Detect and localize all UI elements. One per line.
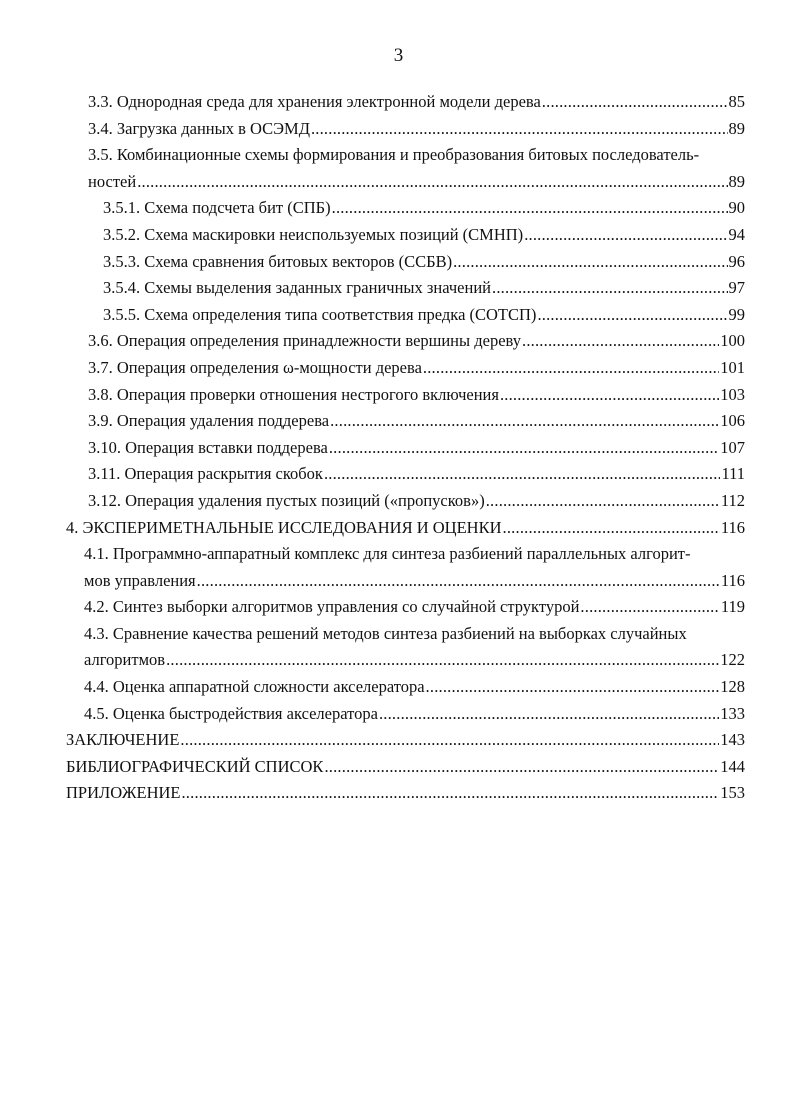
toc-entry-page: 116 — [720, 517, 745, 537]
toc-entry-title: 3.10. Операция вставки поддерева — [88, 437, 328, 457]
toc-entry-title: 3.5.4. Схемы выделения заданных граничных значений — [103, 278, 491, 298]
toc-entry-title: 3.7. Операция определения ω-мощности дерева — [88, 357, 422, 377]
toc-entry — [84, 621, 745, 674]
toc-entry-title: 3.4. Загрузка данных в ОСЭМД — [88, 118, 310, 138]
dot-leader — [379, 701, 719, 728]
dot-leader — [197, 568, 720, 595]
toc-entry-page: 128 — [720, 677, 745, 697]
dot-leader — [332, 195, 728, 222]
toc-entry — [66, 727, 745, 754]
toc-entry — [88, 328, 745, 355]
dot-leader — [580, 594, 719, 621]
toc-entry-page: 89 — [728, 171, 745, 191]
toc-entry-title: ЗАКЛЮЧЕНИЕ — [66, 730, 180, 750]
dot-leader — [324, 754, 719, 781]
toc-entry — [88, 435, 745, 462]
toc-entry — [88, 142, 745, 195]
toc-entry-title: 3.5.1. Схема подсчета бит (СПБ) — [103, 198, 331, 218]
toc-entry-title: 3.3. Однородная среда для хранения электронной модели дерева — [88, 92, 541, 111]
toc-entry-page: 103 — [720, 384, 745, 404]
dot-leader — [181, 780, 719, 807]
toc-entry — [103, 222, 745, 249]
dot-leader — [329, 435, 719, 462]
toc-entry-title: 4.2. Синтез выборки алгоритмов управления со случайной структурой — [84, 597, 580, 617]
toc-entry-title: 3.5.2. Схема маскировки неиспользуемых позиций (СМНП) — [103, 224, 524, 244]
toc-entry-title: мов управления — [84, 570, 196, 590]
dot-leader — [486, 488, 720, 515]
toc-entry-title-line1: 3.5. Комбинационные схемы формирования и преобразования битовых последователь- — [88, 145, 700, 165]
toc-entry — [84, 541, 745, 594]
dot-leader — [503, 515, 720, 542]
toc-entry — [103, 275, 745, 302]
toc-entry-page: 112 — [720, 490, 745, 510]
toc-entry-page: 99 — [728, 304, 745, 324]
table-of-contents — [0, 89, 797, 807]
dot-leader — [137, 169, 727, 196]
toc-entry-page: 100 — [720, 331, 745, 351]
toc-entry-title: ПРИЛОЖЕНИЕ — [66, 783, 181, 803]
dot-leader — [311, 116, 728, 143]
toc-entry-page: 85 — [728, 92, 745, 111]
dot-leader — [423, 355, 719, 382]
toc-entry-page: 96 — [728, 251, 745, 271]
toc-entry — [103, 302, 745, 329]
toc-entry — [66, 754, 745, 781]
dot-leader — [166, 647, 719, 674]
toc-entry — [84, 674, 745, 701]
toc-entry — [88, 355, 745, 382]
toc-entry-page: 133 — [720, 703, 745, 723]
toc-entry-title: алгоритмов — [84, 650, 166, 670]
dot-leader — [426, 674, 720, 701]
toc-entry — [88, 116, 745, 143]
toc-entry — [84, 594, 745, 621]
toc-entry-page: 94 — [728, 224, 745, 244]
toc-entry-page: 89 — [728, 118, 745, 138]
dot-leader — [492, 275, 728, 302]
dot-leader — [500, 382, 719, 409]
dot-leader — [524, 222, 727, 249]
toc-entry — [103, 195, 745, 222]
toc-entry-page: 90 — [728, 198, 745, 218]
dot-leader — [522, 328, 719, 355]
dot-leader — [542, 89, 728, 116]
page-number: 3 — [393, 45, 404, 66]
toc-entry — [66, 780, 745, 807]
toc-entry-title: ностей — [88, 171, 137, 191]
toc-entry — [88, 89, 745, 116]
dot-leader — [537, 302, 727, 329]
toc-entry-title: 3.11. Операция раскрытия скобок — [88, 464, 323, 484]
toc-entry — [88, 461, 745, 488]
toc-entry-page: 153 — [720, 783, 745, 803]
toc-entry-title: 4.4. Оценка аппаратной сложности акселератора — [84, 677, 425, 697]
toc-entry — [66, 515, 745, 542]
toc-entry-title: 3.12. Операция удаления пустых позиций («пропусков») — [88, 490, 485, 510]
toc-entry-title: 3.6. Операция определения принадлежности вершины дереву — [88, 331, 521, 351]
toc-entry-page: 111 — [721, 464, 745, 484]
toc-entry-page: 97 — [728, 278, 745, 298]
toc-entry-page: 119 — [720, 597, 745, 617]
toc-entry-page: 101 — [720, 357, 745, 377]
toc-entry — [103, 249, 745, 276]
toc-entry-title-line1: 4.1. Программно-аппаратный комплекс для синтеза разбиений параллельных алгорит- — [84, 544, 691, 564]
toc-entry-title: 3.5.3. Схема сравнения битовых векторов (ССБВ) — [103, 251, 453, 271]
toc-entry-page: 122 — [720, 650, 745, 670]
toc-entry-title: 3.5.5. Схема определения типа соответствия предка (СОТСП) — [103, 304, 537, 324]
toc-entry-title-line1: 4.3. Сравнение качества решений методов синтеза разбиений на выборках случайных — [84, 623, 687, 643]
toc-entry-title: 4. ЭКСПЕРИМЕТНАЛЬНЫЕ ИССЛЕДОВАНИЯ И ОЦЕНКИ — [66, 517, 502, 537]
dot-leader — [330, 408, 719, 435]
toc-entry — [88, 382, 745, 409]
toc-entry-title: 3.8. Операция проверки отношения нестрогого включения — [88, 384, 499, 404]
toc-entry-page: 116 — [720, 570, 745, 590]
dot-leader — [324, 461, 721, 488]
toc-entry-page: 144 — [720, 756, 745, 776]
toc-entry-page: 106 — [720, 411, 745, 431]
toc-entry-page: 107 — [720, 437, 745, 457]
toc-entry — [88, 408, 745, 435]
toc-entry-page: 143 — [720, 730, 745, 750]
toc-entry-title: БИБЛИОГРАФИЧЕСКИЙ СПИСОК — [66, 756, 324, 776]
toc-entry — [88, 488, 745, 515]
toc-entry-title: 4.5. Оценка быстродействия акселератора — [84, 703, 378, 723]
toc-entry — [84, 701, 745, 728]
toc-entry-title: 3.9. Операция удаления поддерева — [88, 411, 330, 431]
dot-leader — [453, 249, 727, 276]
dot-leader — [180, 727, 719, 754]
